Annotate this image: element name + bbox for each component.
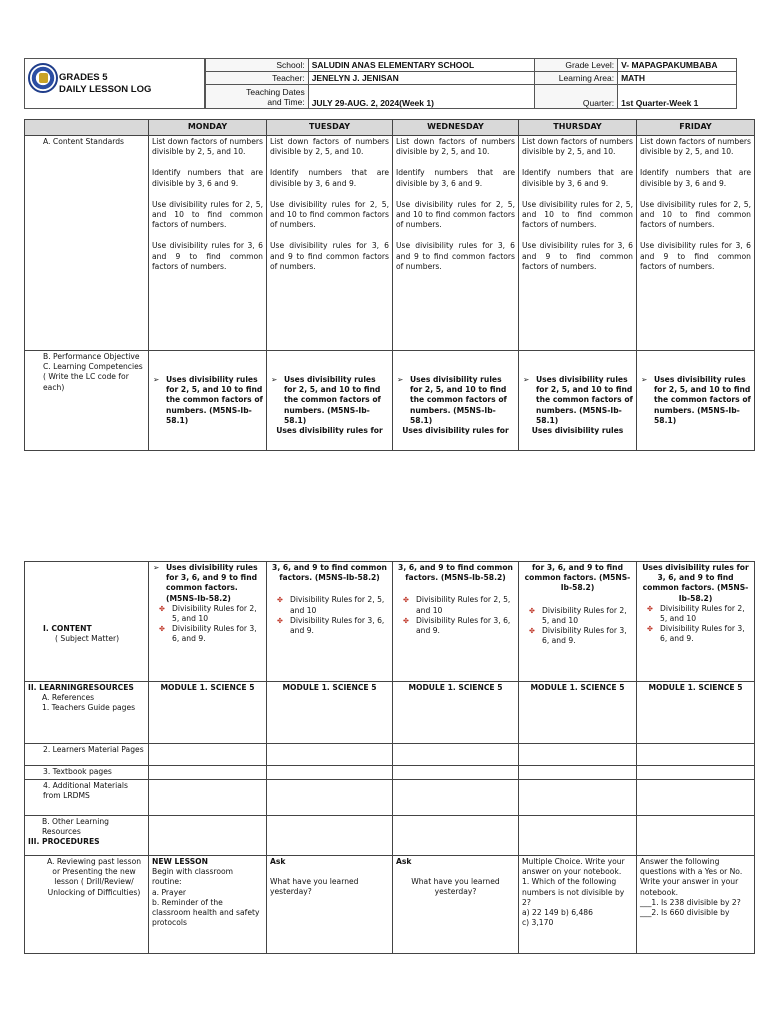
additional-label: 4. Additional Materials from LRDMS [25,780,149,816]
lm-label: 2. Learners Material Pages [25,744,149,766]
standards-tuesday: List down factors of numbers divisible by 2, 5, and 10. Identify numbers that are divisible by 3, 6 and 9. Use divisibility rules for 2, 5, and 10 to find common factors of numbers. Use divisibility rules for 3, 6 and 9 to find common factors of numbers. [267,136,393,351]
info-table [205,58,737,109]
lesson-table-page-2 [24,561,755,954]
references-label: A. References [42,693,95,703]
competency-wednesday: ➢ Uses divisibility rules for 2, 5, and 10 to find the common factors of numbers. (M5NS-Ib-58.1) Uses divisibility rules for [393,351,519,451]
standards-thursday: List down factors of numbers divisible by 2, 5, and 10. Identify numbers that are divisible by 3, 6 and 9. Use divisibility rules for 2, 5, and 10 to find common factors of numbers. Use divisibility rules for 3, 6 and 9 to find common factors of numbers. [519,136,637,351]
competency-monday: ➢ Uses divisibility rules for 2, 5, and 10 to find the common factors of numbers. (M5NS-Ib-58.1) [149,351,267,451]
log-label: DAILY LESSON LOG [59,84,152,95]
dates-value: JULY 29-AUG. 2, 2024(Week 1) [308,85,535,109]
competency-thursday: ➢ Uses divisibility rules for 2, 5, and 10 to find the common factors of numbers. (M5NS-Ib-58.1) Uses divisibility rules [519,351,637,451]
content-label: I. CONTENT [43,624,92,633]
dates-label: Teaching Dates and Time: [206,85,309,109]
grade-level-value: V- MAPAGPAKUMBABA [618,59,737,72]
log-title [59,72,151,96]
competency-tuesday: ➢ Uses divisibility rules for 2, 5, and 10 to find the common factors of numbers. (M5NS-Ib-58.1) Uses divisibility rules for [267,351,393,451]
quarter-label: Quarter: [535,85,618,109]
competencies-label: C. Learning Competencies ( Write the LC code for each) [43,362,143,392]
content-wednesday: 3, 6, and 9 to find common factors. (M5NS-Ib-58.2) ✤ Divisibility Rules for 2, 5, and 10 ✤ Divisibility Rules for 3, 6, and 9. [393,562,519,682]
lesson-table-page-1 [24,119,755,451]
area-label: Learning Area: [535,72,618,85]
objective-competency-labels [25,351,149,451]
quarter-value: 1st Quarter-Week 1 [618,85,737,109]
content-monday: ➢ Uses divisibility rules for 3, 6, and 9 to find common factors. (M5NS-Ib-58.2) ✤ Divisibility Rules for 2, 5, and 10 ✤ Divisibility Rules for 3, 6, and 9. [149,562,267,682]
module-friday: MODULE 1. SCIENCE 5 [637,682,755,744]
day-header-wednesday: WEDNESDAY [393,120,519,136]
day-header-thursday: THURSDAY [519,120,637,136]
content-standards-label: A. Content Standards [25,136,149,351]
reviewing-wednesday: Ask What have you learned yesterday? [393,856,519,954]
resources-label-cell [25,682,149,744]
school-label: School: [206,59,309,72]
procedures-label: III. PROCEDURES [28,837,100,847]
day-header-friday: FRIDAY [637,120,755,136]
reviewing-label: A. Reviewing past lesson or Presenting the new lesson ( Drill/Review/ Unlocking of Difficulties) [25,856,149,954]
content-friday: Uses divisibility rules for 3, 6, and 9 to find common factors. (M5NS-Ib-58.2) ✤ Divisibility Rules for 2, 5, and 10 ✤ Divisibility Rules for 3, 6, and 9. [637,562,755,682]
other-procedures-label-cell [25,816,149,856]
subject-matter-label: ( Subject Matter) [55,634,120,644]
reviewing-monday: NEW LESSON Begin with classroom routine: a. Prayer b. Reminder of the classroom health and safety protocols [149,856,267,954]
module-thursday: MODULE 1. SCIENCE 5 [519,682,637,744]
reviewing-friday: Answer the following questions with a Yes or No. Write your answer in your notebook. ___1. Is 238 divisible by 2? ___2. Is 660 divisible by [637,856,755,954]
content-tuesday: 3, 6, and 9 to find common factors. (M5NS-Ib-58.2) ✤ Divisibility Rules for 2, 5, and 10 ✤ Divisibility Rules for 3, 6, and 9. [267,562,393,682]
standards-wednesday: List down factors of numbers divisible by 2, 5, and 10. Identify numbers that are divisible by 3, 6 and 9. Use divisibility rules for 2, 5, and 10 to find common factors of numbers. Use divisibility rules for 3, 6 and 9 to find common factors of numbers. [393,136,519,351]
school-value: SALUDIN ANAS ELEMENTARY SCHOOL [308,59,535,72]
reviewing-tuesday: Ask What have you learned yesterday? [267,856,393,954]
standards-monday: List down factors of numbers divisible by 2, 5, and 10. Identify numbers that are divisible by 3, 6 and 9. Use divisibility rules for 2, 5, and 10 to find common factors of numbers. Use divisibility rules for 3, 6 and 9 to find common factors of numbers. [149,136,267,351]
teacher-label: Teacher: [206,72,309,85]
textbook-label: 3. Textbook pages [25,766,149,780]
other-label: B. Other Learning Resources [42,817,109,837]
header-block [24,58,737,109]
reviewing-thursday: Multiple Choice. Write your answer on your notebook. 1. Which of the following numbers is not divisible by 2? a) 22 149 b) 6,486 c) 3,170 [519,856,637,954]
content-thursday: for 3, 6, and 9 to find common factors. (M5NS-Ib-58.2) ✤ Divisibility Rules for 2, 5, and 10 ✤ Divisibility Rules for 3, 6, and 9. [519,562,637,682]
school-logo-cell [24,58,205,109]
module-wednesday: MODULE 1. SCIENCE 5 [393,682,519,744]
grade-label: GRADES 5 [59,72,108,83]
module-tuesday: MODULE 1. SCIENCE 5 [267,682,393,744]
standards-friday: List down factors of numbers divisible by 2, 5, and 10. Identify numbers that are divisible by 3, 6 and 9. Use divisibility rules for 2, 5, and 10 to find common factors of numbers. Use divisibility rules for 3, 6 and 9 to find common factors of numbers. [637,136,755,351]
resources-label: II. LEARNINGRESOURCES [28,683,134,692]
performance-label: B. Performance Objective [43,352,140,361]
day-header-tuesday: TUESDAY [267,120,393,136]
corner-cell [25,120,149,136]
grade-level-label: Grade Level: [535,59,618,72]
content-label-cell [25,562,149,682]
competency-friday: ➢ Uses divisibility rules for 2, 5, and 10 to find the common factors of numbers. (M5NS-Ib-58.1) [637,351,755,451]
teacher-value: JENELYN J. JENISAN [308,72,535,85]
day-header-monday: MONDAY [149,120,267,136]
area-value: MATH [618,72,737,85]
deped-seal-icon [28,63,58,93]
module-monday: MODULE 1. SCIENCE 5 [149,682,267,744]
tg-label: 1. Teachers Guide pages [42,703,136,713]
